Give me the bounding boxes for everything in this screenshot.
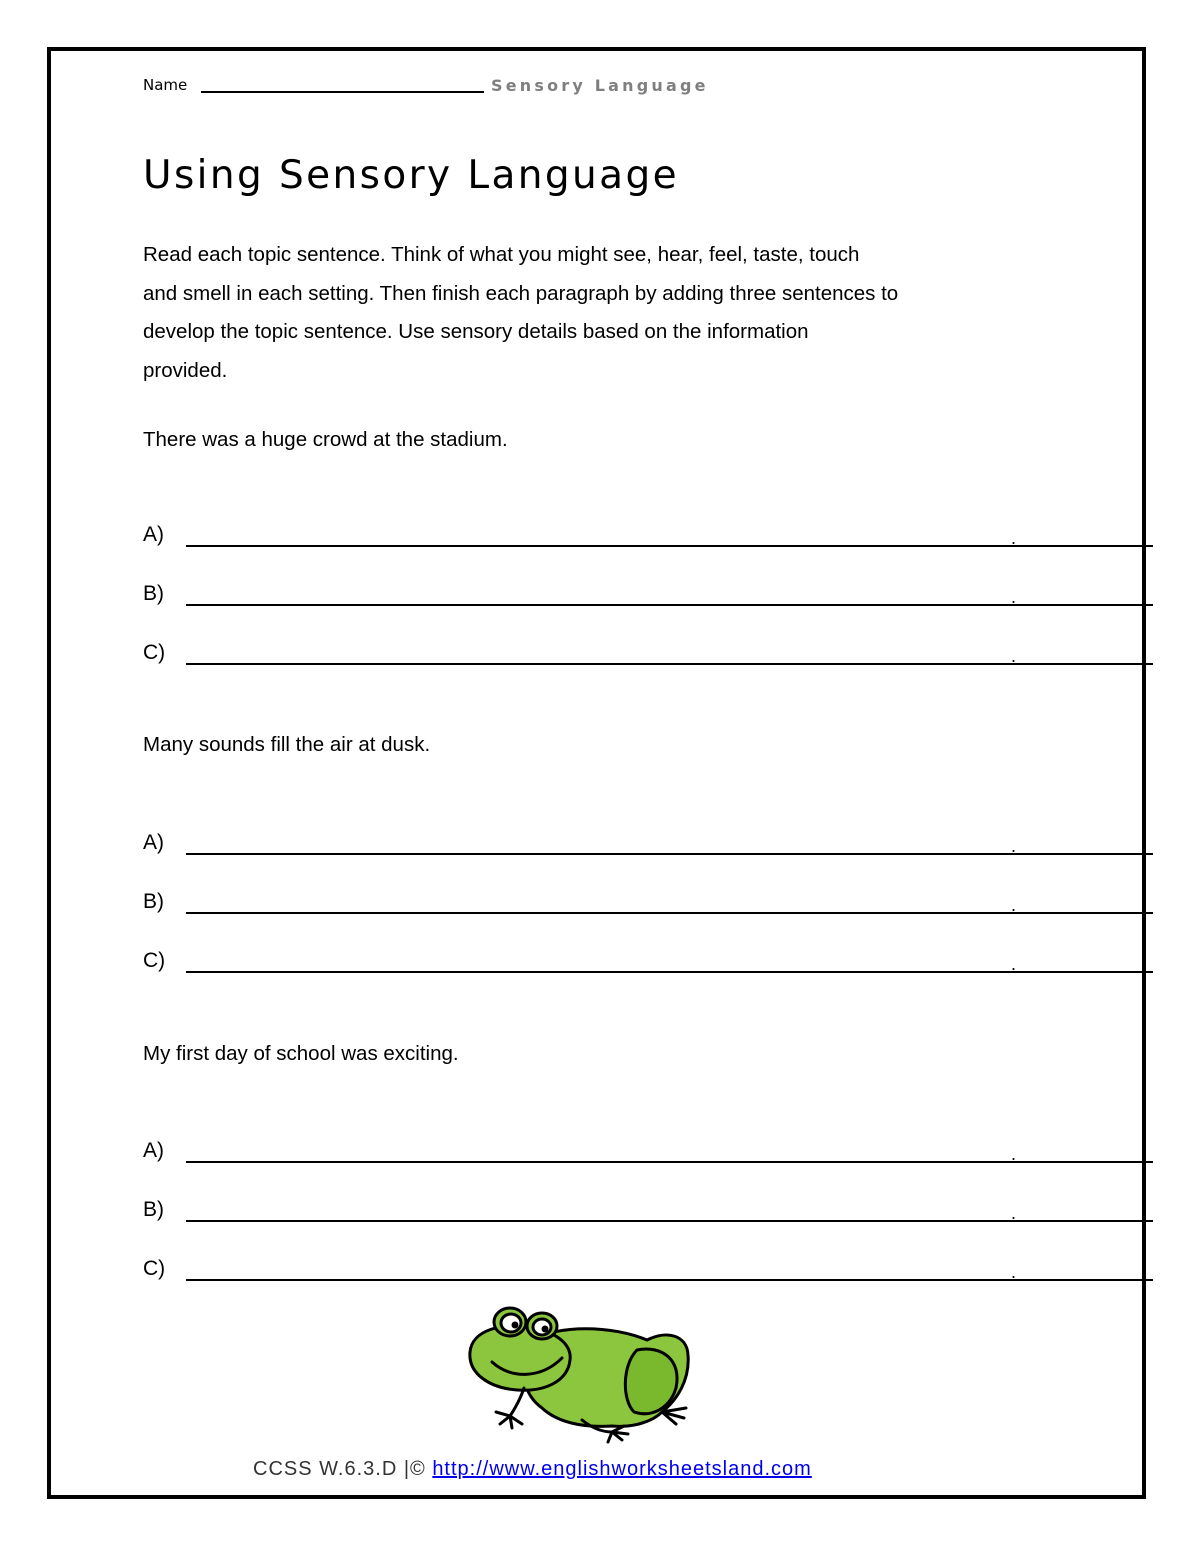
footer-link[interactable]: http://www.englishworksheetsland.com xyxy=(432,1458,812,1480)
header-subject: Sensory Language xyxy=(491,76,709,95)
instructions-line: develop the topic sentence. Use sensory details based on the information xyxy=(143,320,809,344)
answer-period: . xyxy=(1011,528,1017,548)
frog-icon xyxy=(462,1300,698,1446)
instructions-line: provided. xyxy=(143,359,228,383)
instructions-line: Read each topic sentence. Think of what you might see, hear, feel, taste, touch xyxy=(143,243,860,266)
answer-row-3a xyxy=(143,1139,1043,1169)
answer-line[interactable] xyxy=(186,663,1153,665)
answer-period: . xyxy=(1011,954,1017,974)
topic-sentence-1: There was a huge crowd at the stadium. xyxy=(143,428,508,451)
answer-letter: B) xyxy=(143,1198,164,1221)
answer-letter: B) xyxy=(143,890,164,913)
answer-letter: A) xyxy=(143,1139,164,1162)
page-title: Using Sensory Language xyxy=(143,153,679,198)
footer xyxy=(253,1458,812,1481)
answer-line[interactable] xyxy=(186,853,1153,855)
answer-letter: B) xyxy=(143,582,164,605)
answer-row-3b xyxy=(143,1198,1043,1228)
name-input-line[interactable] xyxy=(201,91,484,93)
instructions xyxy=(143,236,1103,391)
answer-row-2c xyxy=(143,949,1043,979)
answer-period: . xyxy=(1011,836,1017,856)
instructions-line: and smell in each setting. Then finish each paragraph by adding three sentences to xyxy=(143,281,899,305)
topic-sentence-2: Many sounds fill the air at dusk. xyxy=(143,733,431,756)
name-label: Name xyxy=(143,76,188,94)
answer-letter: C) xyxy=(143,641,166,664)
answer-line[interactable] xyxy=(186,1161,1153,1163)
answer-letter: A) xyxy=(143,523,164,546)
answer-row-1b xyxy=(143,582,1043,612)
answer-row-3c xyxy=(143,1257,1043,1287)
answer-row-1a xyxy=(143,523,1043,553)
answer-period: . xyxy=(1011,1144,1017,1164)
footer-standard: CCSS W.6.3.D |© xyxy=(253,1458,426,1480)
answer-period: . xyxy=(1011,646,1017,666)
answer-period: . xyxy=(1011,895,1017,915)
answer-row-2a xyxy=(143,831,1043,861)
topic-sentence-3: My first day of school was exciting. xyxy=(143,1042,459,1065)
answer-letter: A) xyxy=(143,831,164,854)
name-header xyxy=(143,74,843,98)
answer-letter: C) xyxy=(143,949,166,972)
answer-line[interactable] xyxy=(186,604,1153,606)
answer-period: . xyxy=(1011,587,1017,607)
answer-line[interactable] xyxy=(186,545,1153,547)
answer-row-2b xyxy=(143,890,1043,920)
answer-period: . xyxy=(1011,1262,1017,1282)
answer-row-1c xyxy=(143,641,1043,671)
answer-line[interactable] xyxy=(186,971,1153,973)
answer-line[interactable] xyxy=(186,1279,1153,1281)
answer-line[interactable] xyxy=(186,1220,1153,1222)
answer-period: . xyxy=(1011,1203,1017,1223)
answer-line[interactable] xyxy=(186,912,1153,914)
answer-letter: C) xyxy=(143,1257,166,1280)
